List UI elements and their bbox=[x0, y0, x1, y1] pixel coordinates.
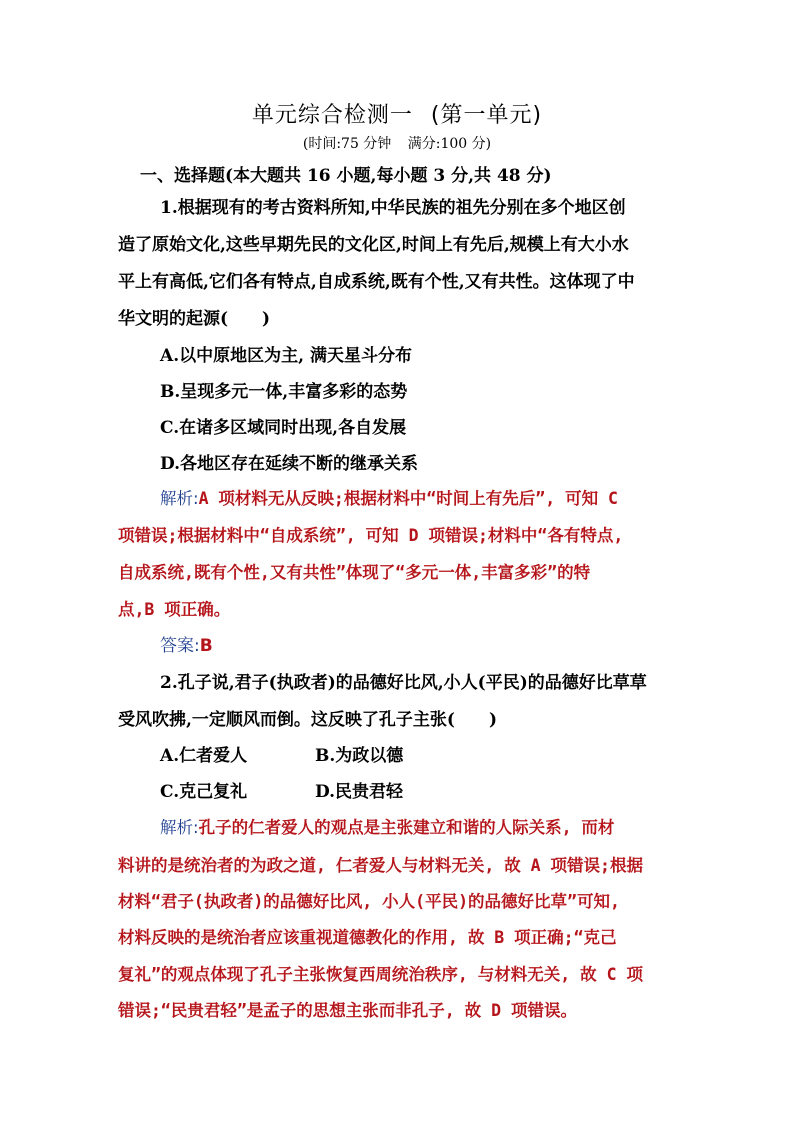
q1-analysis-text-1: A 项材料无从反映;根据材料中“时间上有先后”, 可知 C bbox=[198, 489, 618, 508]
q1-answer bbox=[160, 636, 213, 656]
q2-analysis-line-2: 料讲的是统治者的为政之道, 仁者爱人与材料无关, 故 A 项错误;根据 bbox=[118, 856, 643, 875]
q1-line-4: 华文明的起源( ) bbox=[118, 309, 271, 329]
q1-analysis-line-4: 点,B 项正确。 bbox=[118, 600, 231, 619]
title-main: 单元综合检测一 bbox=[251, 103, 413, 128]
q2-line-1: 2.孔子说,君子(执政者)的品德好比风,小人(平民)的品德好比草草 bbox=[160, 673, 647, 693]
q2-analysis-label: 解析: bbox=[160, 818, 199, 837]
q1-analysis-line-1 bbox=[160, 489, 618, 509]
page-title bbox=[0, 98, 794, 129]
q1-analysis-line-2: 项错误;根据材料中“自成系统”, 可知 D 项错误;材料中“各有特点, bbox=[118, 526, 624, 545]
q2-option-c: C.克己复礼 bbox=[160, 782, 248, 802]
q1-option-a: A.以中原地区为主, 满天星斗分布 bbox=[160, 346, 412, 366]
q1-line-2: 造了原始文化,这些早期先民的文化区,时间上有先后,规模上有大小水 bbox=[118, 235, 629, 255]
q1-line-3: 平上有高低,它们各有特点,自成系统,既有个性,又有共性。这体现了中 bbox=[118, 272, 635, 292]
q1-option-b: B.呈现多元一体,丰富多彩的态势 bbox=[160, 382, 408, 402]
q1-option-c: C.在诸多区域同时出现,各自发展 bbox=[160, 418, 407, 438]
exam-meta bbox=[0, 133, 794, 153]
q1-analysis-line-3: 自成系统,既有个性,又有共性”体现了“多元一体,丰富多彩”的特 bbox=[118, 563, 591, 582]
q2-analysis-line-3: 材料“君子(执政者)的品德好比风, 小人(平民)的品德好比草”可知, bbox=[118, 892, 620, 911]
q2-analysis-line-1 bbox=[160, 818, 614, 838]
q1-answer-label: 答案: bbox=[160, 636, 200, 656]
q2-option-d: D.民贵君轻 bbox=[315, 782, 404, 802]
full-score: 满分:100 分) bbox=[407, 136, 492, 152]
q1-answer-value: B bbox=[199, 636, 213, 656]
q2-option-a: A.仁者爱人 bbox=[160, 746, 248, 766]
q2-line-2: 受风吹拂,一定顺风而倒。这反映了孔子主张( ) bbox=[118, 710, 498, 730]
time-limit: (时间:75 分钟 bbox=[302, 136, 392, 152]
q2-analysis-line-6: 错误;“民贵君轻”是孟子的思想主张而非孔子, 故 D 项错误。 bbox=[118, 1001, 577, 1020]
q1-line-1: 1.根据现有的考古资料所知,中华民族的祖先分别在多个地区创 bbox=[160, 198, 626, 218]
section-heading: 一、选择题(本大题共 16 小题,每小题 3 分,共 48 分) bbox=[140, 166, 552, 186]
q2-analysis-text-1: 孔子的仁者爱人的观点是主张建立和谐的人际关系, 而材 bbox=[198, 818, 615, 837]
q1-analysis-label: 解析: bbox=[160, 489, 199, 508]
q2-option-b: B.为政以德 bbox=[315, 746, 404, 766]
q2-analysis-line-5: 复礼”的观点体现了孔子主张恢复西周统治秩序, 与材料无关, 故 C 项 bbox=[118, 965, 643, 984]
q1-option-d: D.各地区存在延续不断的继承关系 bbox=[160, 454, 419, 474]
title-subtitle: (第一单元) bbox=[430, 103, 543, 128]
q2-analysis-line-4: 材料反映的是统治者应该重视道德教化的作用, 故 B 项正确;“克己 bbox=[118, 928, 617, 947]
